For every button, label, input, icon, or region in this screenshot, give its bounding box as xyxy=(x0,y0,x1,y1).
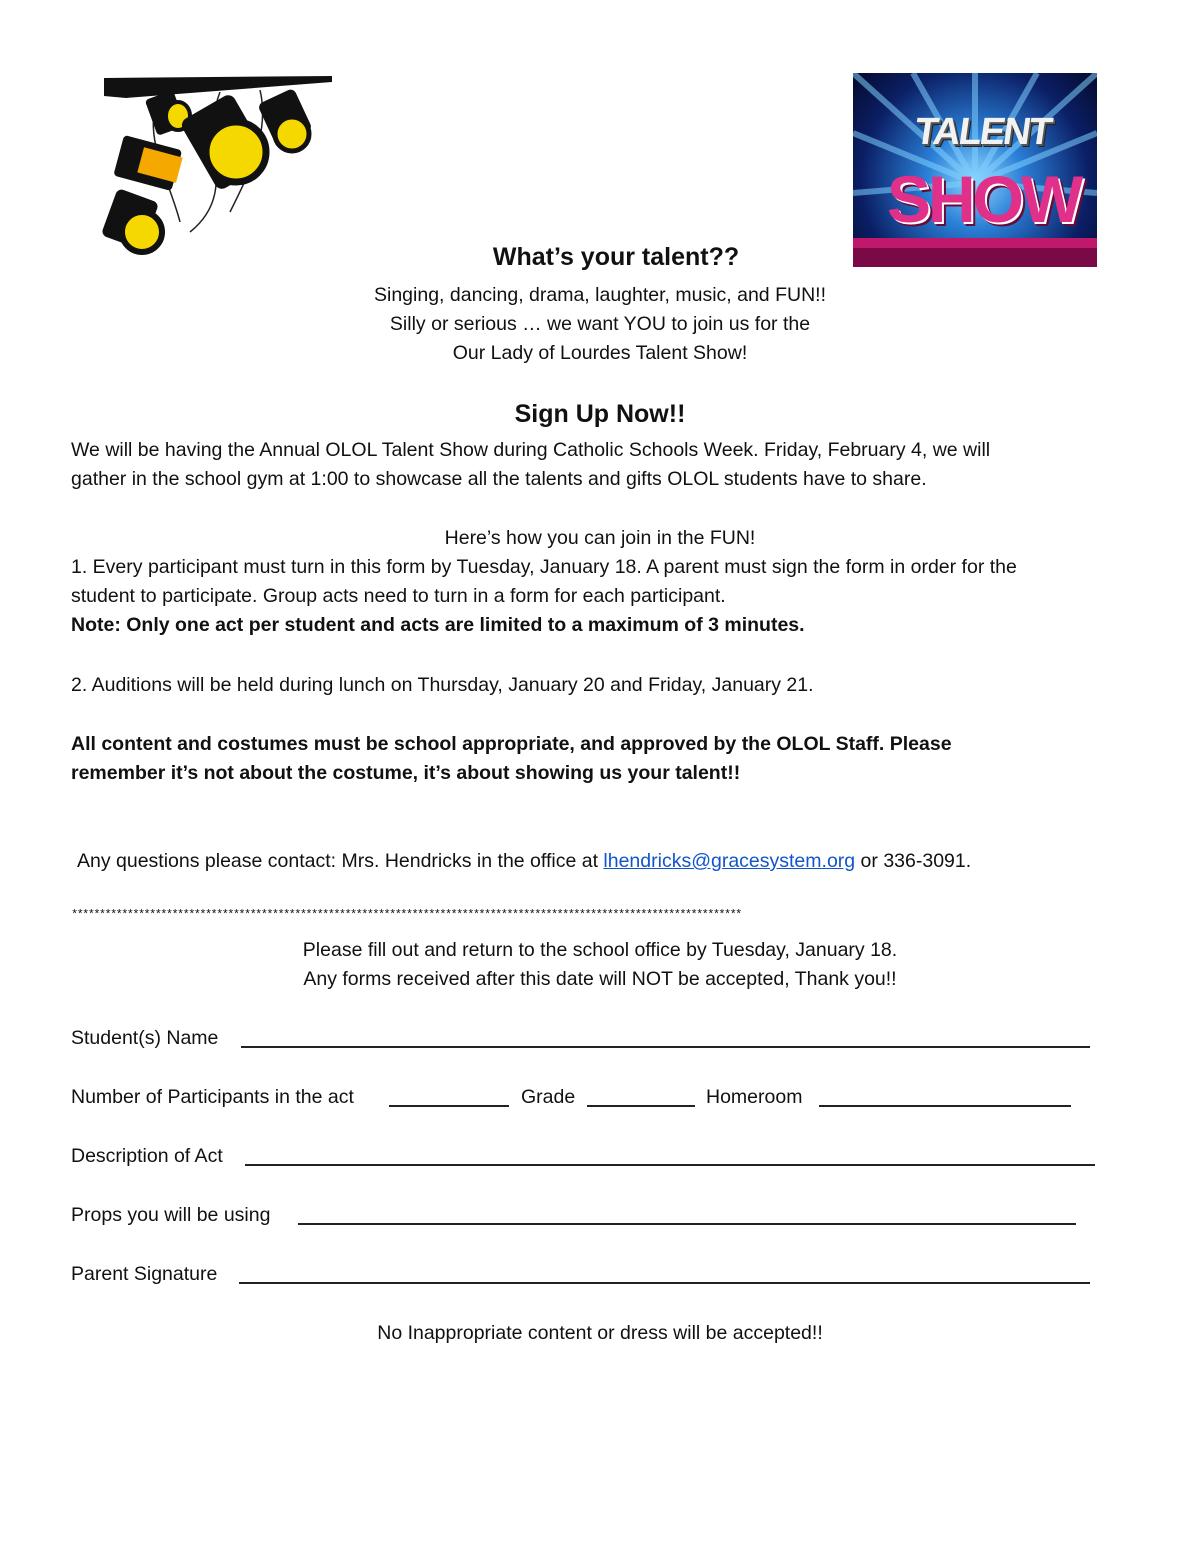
page-title: What’s your talent?? xyxy=(492,243,740,271)
description-field[interactable] xyxy=(245,1164,1095,1166)
contact-line xyxy=(77,849,971,873)
signup-paragraph-line: gather in the school gym at 1:00 to showcase all the talents and gifts OLOL students have to share. xyxy=(71,468,927,490)
homeroom-label: Homeroom xyxy=(706,1086,803,1108)
description-label: Description of Act xyxy=(71,1145,223,1167)
step-2: 2. Auditions will be held during lunch on Thursday, January 20 and Friday, January 21. xyxy=(71,674,814,696)
separator: ************************************************************************************************************************ xyxy=(71,908,741,922)
homeroom-field[interactable] xyxy=(819,1105,1071,1107)
intro-line: Silly or serious … we want YOU to join us for the xyxy=(389,313,811,335)
return-line: Please fill out and return to the school office by Tuesday, January 18. xyxy=(302,939,898,961)
talent-show-logo xyxy=(853,73,1097,267)
parent-signature-label: Parent Signature xyxy=(71,1263,218,1285)
participants-field[interactable] xyxy=(389,1105,509,1107)
student-name-field[interactable] xyxy=(241,1046,1090,1048)
props-field[interactable] xyxy=(298,1223,1076,1225)
contact-email-link[interactable]: lhendricks@gracesystem.org xyxy=(603,850,856,872)
return-line: Any forms received after this date will NOT be accepted, Thank you!! xyxy=(303,968,897,990)
intro-line: Our Lady of Lourdes Talent Show! xyxy=(452,342,748,364)
grade-label: Grade xyxy=(521,1086,576,1108)
signup-heading: Sign Up Now!! xyxy=(514,400,686,428)
contact-prefix: Any questions please contact: Mrs. Hendricks in the office at xyxy=(77,850,604,872)
signup-paragraph-line: We will be having the Annual OLOL Talent Show during Catholic Schools Week. Friday, February 4, we will xyxy=(71,439,991,461)
step-1-line: student to participate. Group acts need to turn in a form for each participant. xyxy=(71,585,726,607)
participants-label: Number of Participants in the act xyxy=(71,1086,354,1108)
grade-field[interactable] xyxy=(587,1105,695,1107)
spotlight-icon xyxy=(179,92,271,191)
content-rule-line: All content and costumes must be school appropriate, and approved by the OLOL Staff. Please xyxy=(71,733,952,755)
spotlight-icon xyxy=(113,135,182,191)
footer-note: No Inappropriate content or dress will be accepted!! xyxy=(377,1322,823,1344)
parent-signature-field[interactable] xyxy=(239,1282,1090,1284)
student-name-label: Student(s) Name xyxy=(71,1027,219,1049)
intro-line: Singing, dancing, drama, laughter, music, and FUN!! xyxy=(374,284,826,306)
logo-text-bottom: SHOW xyxy=(887,162,1081,236)
props-label: Props you will be using xyxy=(71,1204,271,1226)
how-to-join: Here’s how you can join in the FUN! xyxy=(444,527,756,549)
contact-suffix: or 336-3091. xyxy=(855,850,972,872)
stage-lights-illustration xyxy=(100,72,340,268)
content-rule-line: remember it’s not about the costume, it’s about showing us your talent!! xyxy=(71,762,741,784)
step-1-line: 1. Every participant must turn in this form by Tuesday, January 18. A parent must sign the form in order for the xyxy=(71,556,1017,578)
note: Note: Only one act per student and acts are limited to a maximum of 3 minutes. xyxy=(71,614,805,636)
logo-text-top: TALENT xyxy=(912,111,1054,153)
